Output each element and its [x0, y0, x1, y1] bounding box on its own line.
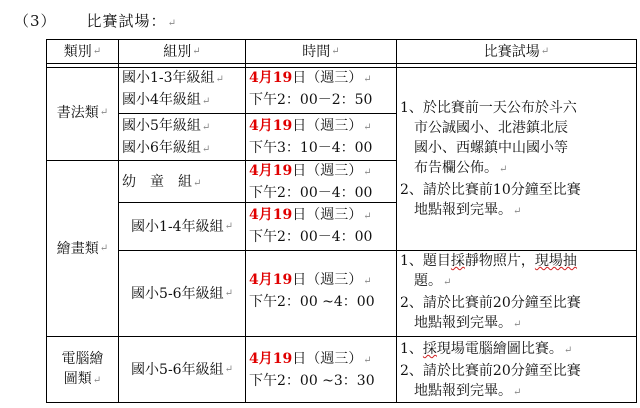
- column-header-category: 類別 ↵: [63, 43, 102, 60]
- category-painting: 繪畫類 ↵: [56, 240, 109, 257]
- column-header-time: 時間 ↵: [302, 43, 340, 60]
- time-cell: 4月19日（週三）↵ 下午2：00－2：50: [249, 70, 373, 108]
- group-cell: 國小5-6年級組 ↵: [131, 285, 233, 302]
- section-number: （3）: [14, 12, 57, 30]
- section-title: 比賽試場：: [86, 12, 167, 30]
- column-header-venue: 比賽試場 ↵: [483, 43, 550, 60]
- table-border-right: [636, 39, 637, 403]
- venue-cell-computer: 1、採現場電腦繪圖比賽。↵ 2、請於比賽前20分鐘至比賽 地點報到完畢。↵: [400, 341, 581, 399]
- category-calligraphy: 書法類 ↵: [56, 105, 109, 121]
- group-cell: 國小5年級組↵ 國小6年級組↵: [122, 118, 211, 156]
- venue-cell-painting: 1、題目採靜物照片，現場抽 題。↵ 2、請於比賽前20分鐘至比賽 地點報到完畢。↵: [400, 253, 581, 331]
- section-heading: [14, 10, 177, 31]
- time-cell: 4月19日（週三）↵ 下午3：10－4：00: [249, 118, 373, 156]
- time-cell: 4月19日（週三）↵ 下午2：00 ~3：30: [249, 351, 375, 389]
- group-cell: 國小5-6年級組 ↵: [131, 361, 233, 378]
- paragraph-mark-icon: ↵: [167, 18, 177, 29]
- time-cell: 4月19日（週三）↵ 下午2：00－4：00: [249, 207, 373, 245]
- column-header-group: 組別 ↵: [163, 43, 201, 60]
- row-divider: [118, 113, 396, 114]
- col-divider: [396, 39, 397, 403]
- venue-cell-calligraphy-young: 1、於比賽前一天公布於斗六 市公誠國小、北港鎮北辰 國小、西螺鎮中山國小等 布告欄公佈。↵ 2、請於比賽前10分鐘至比賽 地點報到完畢。↵: [400, 100, 581, 218]
- group-cell: 國小1-4年級組 ↵: [131, 218, 233, 235]
- col-divider: [245, 39, 246, 403]
- group-cell: 幼 童 組↵: [122, 174, 202, 190]
- time-cell: 4月19日（週三）↵ 下午2：00－4：00: [249, 163, 373, 201]
- category-computer-drawing: 電腦繪 圖類↵: [61, 350, 104, 387]
- group-cell: 國小1-3年級組↵ 國小4年級組↵: [122, 70, 224, 108]
- time-cell: 4月19日（週三）↵ 下午2：00 ~4：00: [249, 272, 375, 310]
